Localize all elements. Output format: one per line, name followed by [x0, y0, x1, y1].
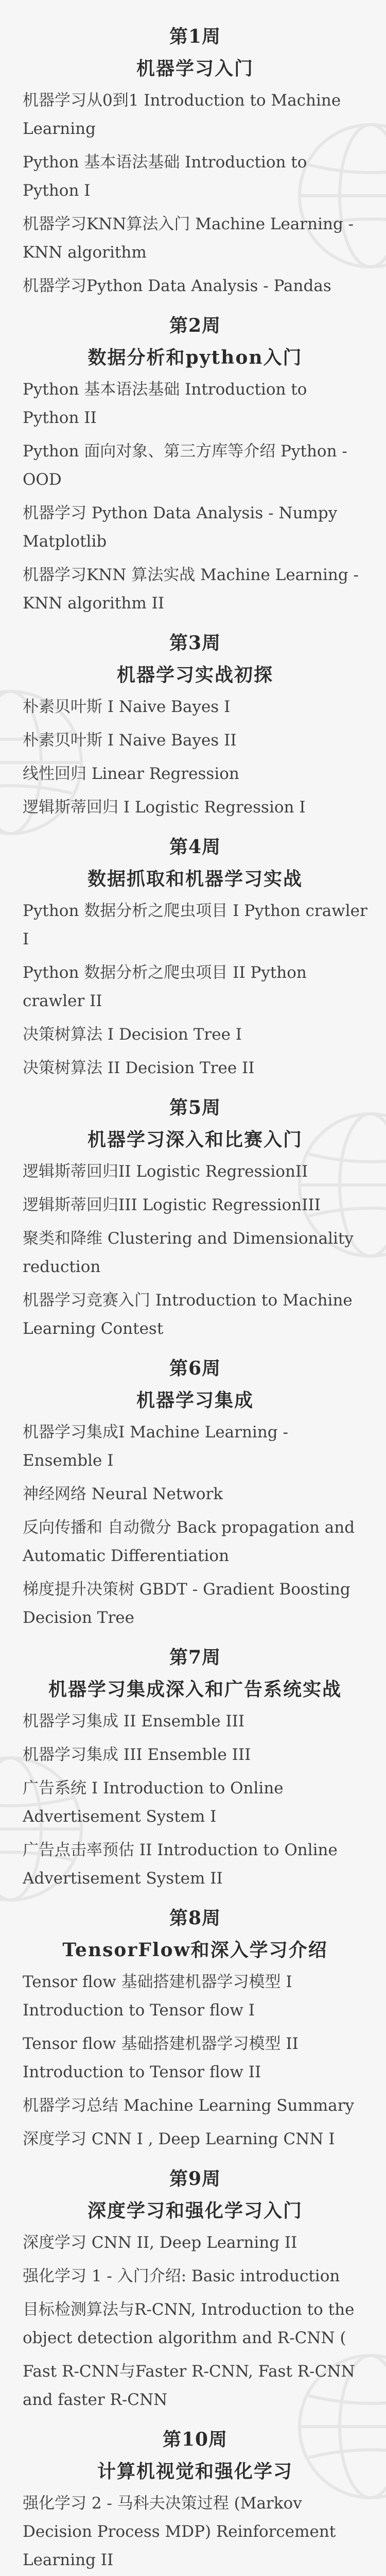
lesson-item: Python 基本语法基础 Introduction to Python I — [23, 153, 307, 200]
lesson-item: 决策树算法 I Decision Tree I — [23, 1025, 242, 1044]
week-section-8 — [23, 1902, 367, 2154]
lesson-item: 逻辑斯蒂回归II Logistic RegressionII — [23, 1162, 308, 1181]
lesson-item: 线性回归 Linear Regression — [23, 765, 239, 783]
week-label: 第10周 — [162, 2429, 228, 2450]
lesson-item: 目标检测算法与R-CNN, Introduction to the object detection algorithm and R-CNN ( — [23, 2300, 355, 2347]
lesson-item: 机器学习KNN 算法实战 Machine Learning - KNN algorithm II — [23, 566, 359, 613]
week-section-6 — [23, 1352, 367, 1632]
week-label: 第3周 — [169, 632, 221, 654]
week-label: 第7周 — [169, 1647, 221, 1668]
lesson-item: 逻辑斯蒂回归 I Logistic Regression I — [23, 798, 306, 817]
lesson-item: 强化学习 1 - 入门介绍: Basic introduction — [23, 2267, 340, 2285]
lesson-item: 聚类和降维 Clustering and Dimensionality reduction — [23, 1229, 354, 1276]
week-title: 机器学习入门 — [136, 58, 254, 79]
week-label: 第2周 — [169, 315, 221, 336]
week-title: 数据分析和python入门 — [87, 347, 303, 368]
lesson-item: 深度学习 CNN II, Deep Learning II — [23, 2233, 297, 2252]
lesson-item: 机器学习集成 III Ensemble III — [23, 1745, 251, 1764]
week-section-9 — [23, 2163, 367, 2414]
week-section-10 — [23, 2424, 367, 2576]
week-section-5 — [23, 1092, 367, 1343]
week-label: 第4周 — [169, 836, 221, 858]
week-title: 机器学习实战初探 — [116, 664, 273, 686]
lesson-item: Tensor flow 基础搭建机器学习模型 I Introduction to Tensor flow I — [23, 1973, 292, 2020]
week-section-7 — [23, 1641, 367, 1893]
week-title: 机器学习深入和比赛入门 — [87, 1129, 303, 1150]
lesson-item: 机器学习竞赛入门 Introduction to Machine Learning Contest — [23, 1291, 353, 1338]
lesson-item: 逻辑斯蒂回归III Logistic RegressionIII — [23, 1196, 321, 1214]
lesson-item: Python 数据分析之爬虫项目 II Python crawler II — [23, 963, 307, 1010]
week-label: 第9周 — [169, 2168, 221, 2190]
week-label: 第5周 — [169, 1097, 221, 1118]
week-title: 计算机视觉和强化学习 — [97, 2461, 293, 2482]
lesson-item: 机器学习集成I Machine Learning - Ensemble I — [23, 1423, 288, 1470]
lesson-item: 机器学习Python Data Analysis - Pandas — [23, 277, 331, 295]
lesson-item: Tensor flow 基础搭建机器学习模型 II Introduction to Tensor flow II — [23, 2035, 299, 2081]
lesson-item: Fast R-CNN与Faster R-CNN, Fast R-CNN and faster R-CNN — [23, 2362, 355, 2409]
lesson-item: 神经网络 Neural Network — [23, 1485, 223, 1503]
lesson-item: 广告点击率预估 II Introduction to Online Advertisement System II — [23, 1841, 338, 1888]
week-section-4 — [23, 831, 367, 1082]
lesson-item: Python 基本语法基础 Introduction to Python II — [23, 380, 307, 427]
week-section-2 — [23, 310, 367, 618]
syllabus-content — [23, 21, 367, 2576]
lesson-item: 机器学习KNN算法入门 Machine Learning - KNN algorithm — [23, 215, 354, 262]
lesson-item: 机器学习从0到1 Introduction to Machine Learning — [23, 91, 341, 138]
week-section-3 — [23, 627, 367, 822]
lesson-item: 强化学习 2 - 马科夫决策过程 (Markov Decision Process MDP) Reinforcement Learning II — [23, 2494, 336, 2569]
lesson-item: 朴素贝叶斯 I Naive Bayes I — [23, 698, 231, 716]
week-label: 第1周 — [169, 26, 221, 47]
lesson-item: 广告系统 I Introduction to Online Advertisement System I — [23, 1779, 284, 1826]
week-section-1 — [23, 21, 367, 300]
lesson-item: 机器学习 Python Data Analysis - Numpy Matplotlib — [23, 504, 338, 551]
week-title: TensorFlow和深入学习介绍 — [62, 1939, 328, 1961]
lesson-item: 机器学习集成 II Ensemble III — [23, 1712, 245, 1731]
week-title: 数据抓取和机器学习实战 — [87, 868, 303, 890]
week-title: 机器学习集成 — [136, 1389, 254, 1411]
week-label: 第6周 — [169, 1358, 221, 1379]
lesson-item: 深度学习 CNN I , Deep Learning CNN I — [23, 2130, 335, 2148]
lesson-item: Python 面向对象、第三方库等介绍 Python - OOD — [23, 442, 347, 489]
lesson-item: 决策树算法 II Decision Tree II — [23, 1059, 255, 1077]
week-label: 第8周 — [169, 1907, 221, 1929]
week-title: 机器学习集成深入和广告系统实战 — [48, 1679, 342, 1700]
lesson-item: 反向传播和 自动微分 Back propagation and Automatic Differentiation — [23, 1518, 355, 1565]
lesson-item: 朴素贝叶斯 I Naive Bayes II — [23, 731, 237, 750]
week-title: 深度学习和强化学习入门 — [87, 2200, 303, 2222]
lesson-item: 机器学习总结 Machine Learning Summary — [23, 2096, 355, 2115]
lesson-item: 梯度提升决策树 GBDT - Gradient Boosting Decision Tree — [23, 1580, 350, 1627]
lesson-item: Python 数据分析之爬虫项目 I Python crawler I — [23, 902, 367, 948]
